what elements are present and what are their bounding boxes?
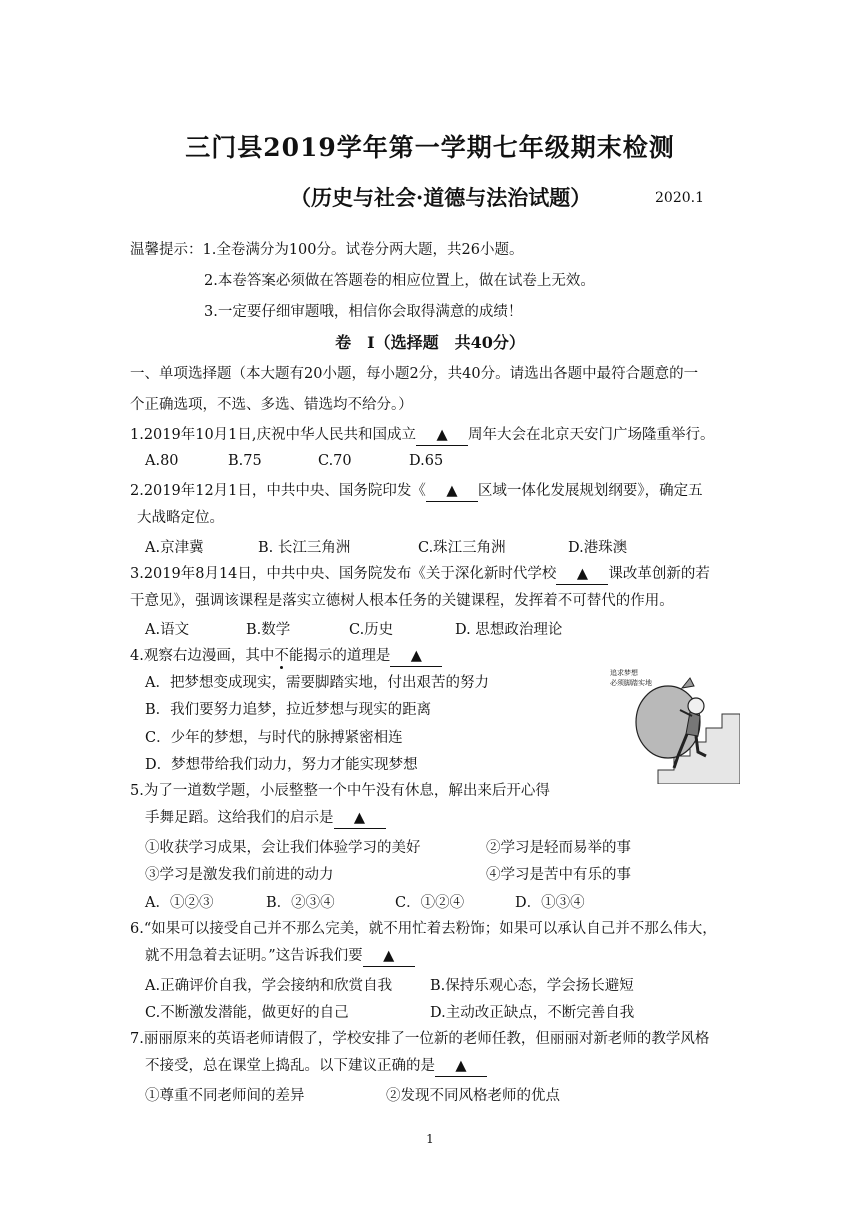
q3-option-c: C.历史 xyxy=(349,622,394,638)
q6-option-b: B.保持乐观心态，学会扬长避短 xyxy=(430,978,634,994)
answer-blank: ▲ xyxy=(416,425,468,446)
question-6-cont: 就不用急着去证明。”这告诉我们要 ▲ xyxy=(145,946,415,967)
question-2: 2.2019年12月1日，中共中央、国务院印发《 ▲ 区域一体化发展规划纲要》，确定五 xyxy=(130,481,703,502)
tips-label: 温馨提示： xyxy=(130,242,203,258)
emphasis-char: 不 xyxy=(274,648,289,664)
tips-line-2: 2.本卷答案必须做在答题卷的相应位置上，做在试卷上无效。 xyxy=(204,273,595,289)
q6-option-d: D.主动改正缺点，不断完善自我 xyxy=(430,1005,635,1021)
q6-option-c: C.不断激发潜能，做更好的自己 xyxy=(145,1005,349,1021)
q2-option-a: A.京津冀 xyxy=(145,540,204,556)
page-title: 三门县2019学年第一学期七年级期末检测 xyxy=(185,133,675,162)
answer-blank: ▲ xyxy=(435,1056,487,1077)
q5-option-b: B．②③④ xyxy=(266,895,335,911)
page-subtitle: （历史与社会·道德与法治试题） xyxy=(290,185,592,210)
q5-item-3: ③学习是激发我们前进的动力 xyxy=(145,867,334,883)
question-3-cont: 干意见》，强调该课程是落实立德树人根本任务的关键课程，发挥着不可替代的作用。 xyxy=(130,593,674,609)
q4-option-a: A．把梦想变成现实，需要脚踏实地，付出艰苦的努力 xyxy=(145,675,489,691)
question-5-cont: 手舞足蹈。这给我们的启示是 ▲ xyxy=(145,808,386,829)
q3-option-b: B.数学 xyxy=(246,622,291,638)
question-4: 4.观察右边漫画，其中不能揭示的道理是 ▲ xyxy=(130,646,442,667)
answer-blank: ▲ xyxy=(556,564,608,585)
q5-option-c: C．①②④ xyxy=(395,895,465,911)
answer-blank: ▲ xyxy=(334,808,386,829)
section-heading: 卷 Ⅰ（选择题 共40分） xyxy=(335,333,525,352)
q4-option-b: B．我们要努力追梦，拉近梦想与现实的距离 xyxy=(145,702,432,718)
cartoon-caption-1: 追求梦想 xyxy=(610,669,638,677)
question-1: 1.2019年10月1日,庆祝中华人民共和国成立 ▲ 周年大会在北京天安门广场隆重举行。 xyxy=(130,425,715,446)
q1-option-a: A.80 xyxy=(145,453,179,469)
q6-option-a: A.正确评价自我，学会接纳和欣赏自我 xyxy=(145,978,393,994)
question-7-cont: 不接受，总在课堂上捣乱。以下建议正确的是 ▲ xyxy=(145,1056,487,1077)
q5-item-1: ①收获学习成果，会让我们体验学习的美好 xyxy=(145,840,421,856)
question-2-cont: 大战略定位。 xyxy=(137,510,224,526)
q4-option-d: D．梦想带给我们动力，努力才能实现梦想 xyxy=(145,757,418,773)
exam-date: 2020.1 xyxy=(655,190,704,206)
q7-item-2: ②发现不同风格老师的优点 xyxy=(386,1088,560,1104)
q3-option-a: A.语文 xyxy=(145,622,190,638)
q2-option-b: B. 长江三角洲 xyxy=(258,540,351,556)
page-number: 1 xyxy=(426,1132,434,1146)
q3-option-d: D. 思想政治理论 xyxy=(455,622,563,638)
q5-option-a: A．①②③ xyxy=(145,895,214,911)
q7-item-1: ①尊重不同老师间的差异 xyxy=(145,1088,305,1104)
answer-blank: ▲ xyxy=(426,481,478,502)
cartoon-caption-2: 必须脚踏实地 xyxy=(610,679,652,687)
answer-blank: ▲ xyxy=(390,646,442,667)
question-3: 3.2019年8月14日，中共中央、国务院发布《关于深化新时代学校 ▲ 课改革创新的若 xyxy=(130,564,710,585)
q4-option-c: C．少年的梦想，与时代的脉搏紧密相连 xyxy=(145,730,403,746)
q1-option-b: B.75 xyxy=(228,453,262,469)
section-intro-2: 个正确选项，不选、多选、错选均不给分。） xyxy=(130,397,413,413)
tips-line-3: 3.一定要仔细审题哦，相信你会取得满意的成绩！ xyxy=(204,304,523,320)
q5-option-d: D．①③④ xyxy=(515,895,585,911)
q2-option-c: C.珠江三角洲 xyxy=(418,540,506,556)
section-intro-1: 一、单项选择题（本大题有20小题，每小题2分，共40分。请选出各题中最符合题意的一 xyxy=(130,366,699,382)
cartoon-illustration xyxy=(594,660,740,784)
q5-item-2: ②学习是轻而易举的事 xyxy=(486,840,631,856)
q2-option-d: D.港珠澳 xyxy=(568,540,628,556)
question-7: 7.丽丽原来的英语老师请假了，学校安排了一位新的老师任教，但丽丽对新老师的教学风格 xyxy=(130,1031,710,1047)
question-6: 6.“如果可以接受自己并不那么完美，就不用忙着去粉饰；如果可以承认自己并不那么伟大， xyxy=(130,921,717,937)
q1-option-c: C.70 xyxy=(318,453,352,469)
question-5: 5.为了一道数学题，小辰整整一个中午没有休息，解出来后开心得 xyxy=(130,783,550,799)
q5-item-4: ④学习是苦中有乐的事 xyxy=(486,867,631,883)
q1-option-d: D.65 xyxy=(409,453,444,469)
tips-line-1: 温馨提示：1.全卷满分为100分。试卷分两大题，共26小题。 xyxy=(130,242,524,258)
answer-blank: ▲ xyxy=(363,946,415,967)
